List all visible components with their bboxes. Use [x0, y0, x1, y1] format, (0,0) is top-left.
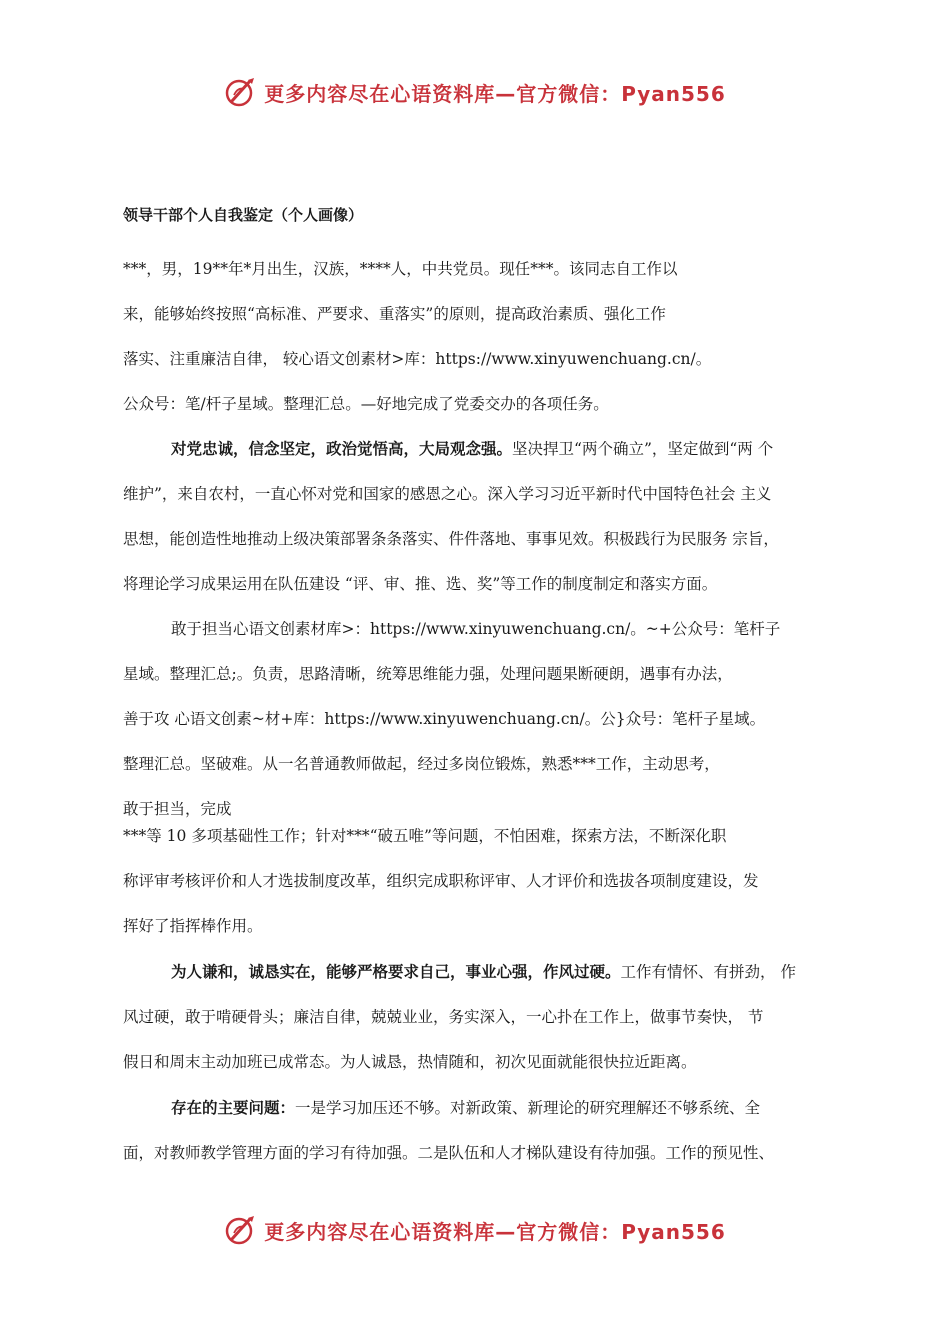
paragraph-intro: [123, 247, 823, 427]
text-line: 敢于担当，完成: [123, 800, 232, 818]
text-line: [123, 427, 823, 472]
footer-banner: [0, 1210, 950, 1250]
document-title: 领导干部个人自我鉴定（个人画像）: [123, 206, 364, 224]
pen-logo-icon: [224, 75, 258, 109]
text-line: 风过硬，敢于啃硬骨头；廉洁自律，兢兢业业，务实深入，一心扑在工作上，做事节奏快， 节: [123, 1008, 764, 1026]
text-line: ***，男，19**年*月出生，汉族，****人，中共党员。现任***。该同志自工作以: [123, 260, 678, 278]
text-line: 称评审考核评价和人才选拔制度改革，组织完成职称评审、人才评价和选拔各项制度建设，发: [123, 872, 759, 890]
section-heading-character: 为人谦和，诚恳实在，能够严格要求自己，事业心强，作风过硬。: [171, 963, 621, 981]
text-line: 挥好了指挥棒作用。: [123, 917, 263, 935]
text-line-content: 一是学习加压还不够。对新政策、新理论的研究理解还不够系统、全: [295, 1099, 761, 1117]
text-line: 维护”，来自农村，一直心怀对党和国家的感恩之心。深入学习习近平新时代中国特色社会 主义: [123, 485, 772, 503]
text-line: 思想，能创造性地推动上级决策部署条条落实、件件落地、事事见效。积极践行为民服务 宗旨，: [123, 530, 779, 548]
section-heading-loyalty: 对党忠诚，信念坚定，政治觉悟高，大局观念强。: [171, 440, 513, 458]
text-line: 面，对教师教学管理方面的学习有待加强。二是队伍和人才梯队建设有待加强。工作的预见性、: [123, 1144, 775, 1162]
header-banner: [0, 72, 950, 112]
text-line: 公众号：笔/杆子星域。整理汇总。—好地完成了党委交办的各项任务。: [123, 395, 609, 413]
text-line: ***等 10 多项基础性工作；针对***“破五唯”等问题，不怕困难，探索方法，不断深化职: [123, 827, 727, 845]
text-line: 星域。整理汇总;。负责，思路清晰，统筹思维能力强，处理问题果断硬朗，遇事有办法，: [123, 665, 733, 683]
text-line: 善于攻 心语文创素~材+库：https://www.xinyuwenchuang.cn/。公}众号：笔杆子星域。: [123, 710, 766, 728]
text-line: [123, 950, 823, 995]
text-line: 假日和周末主动加班已成常态。为人诚恳，热情随和，初次见面就能很快拉近距离。: [123, 1053, 697, 1071]
text-line: 将理论学习成果运用在队伍建设 “评、审、推、选、奖”等工作的制度制定和落实方面。: [123, 575, 718, 593]
paragraph-loyalty: [123, 427, 823, 607]
paragraph-problems: [123, 1086, 823, 1176]
paragraph-achievements: [123, 814, 823, 949]
text-line: 来，能够始终按照“高标准、严要求、重落实”的原则，提高政治素质、强化工作: [123, 305, 666, 323]
paragraph-responsibility: [123, 607, 823, 832]
text-line-content: 坚决捍卫“两个确立”，坚定做到“两 个: [512, 440, 774, 458]
text-line: 整理汇总。坚破难。从一名普通教师做起，经过多岗位锻炼，熟悉***工作，主动思考，: [123, 755, 720, 773]
section-heading-problems: 存在的主要问题：: [171, 1099, 296, 1117]
footer-banner-text: 更多内容尽在心语资料库—官方微信：Pyan556: [264, 1219, 726, 1244]
header-banner-text: 更多内容尽在心语资料库—官方微信：Pyan556: [264, 81, 726, 106]
text-line: 落实、注重廉洁自律， 较心语文创素材>库：https://www.xinyuwenchuang.cn/。: [123, 350, 712, 368]
paragraph-character: [123, 950, 823, 1085]
text-line: 敢于担当心语文创素材库>：https://www.xinyuwenchuang.cn/。~+公众号：笔杆子: [171, 620, 781, 638]
text-line-content: 工作有情怀、有拼劲， 作: [620, 963, 796, 981]
text-line: [123, 1086, 823, 1131]
pen-logo-icon: [224, 1213, 258, 1247]
